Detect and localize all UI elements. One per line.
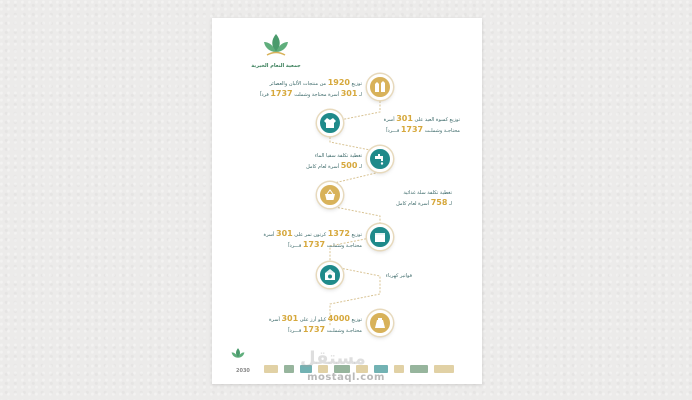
clothing-icon [323, 116, 337, 130]
node-food [317, 182, 343, 208]
footer-leaf-icon [228, 346, 248, 362]
item-food-text: تغطية تكلفة سلة غذائية لـ 758 أسرة لعام كامل [396, 190, 452, 207]
node-dairy [367, 74, 393, 100]
electricity-bill-icon [323, 268, 337, 282]
item-electricity-text: فواتير كهرباء [385, 273, 412, 279]
rice-bag-icon [373, 316, 387, 330]
water-tap-icon [373, 152, 387, 166]
item-dates-text: توزيع 1372 كرتون تمر على 301 أسرة محتاجـة وشملـت 1737 فـــرداً [263, 229, 362, 249]
infographic-poster [212, 18, 482, 384]
node-electricity [317, 262, 343, 288]
vision-year: 2030 [236, 368, 250, 374]
watermark-arabic: مستقل [300, 348, 366, 369]
node-rice [367, 310, 393, 336]
item-rice-text: توزيع 4000 كيلو أرز على 301 أسرة محتاجـة وشملـت 1737 فـــرداً [268, 314, 362, 334]
milk-cartons-icon [373, 80, 387, 94]
dates-box-icon [373, 230, 387, 244]
node-clothing [317, 110, 343, 136]
food-basket-icon [323, 188, 337, 202]
node-water [367, 146, 393, 172]
item-water-text: تغطية تكلفة سقيا الماء لـ 500 أسرة لعام كامل [306, 153, 362, 170]
node-dates [367, 224, 393, 250]
item-dairy-text: توزيع 1920 من منتجات الألبان والعصائر لـ 301 أسرة محتاجة وشملت 1737 فرداً [260, 78, 362, 98]
item-clothing-text: توزيع كسوة العيد على 301 أسرة محتاجـة وشملـت 1737 فـــرداً [383, 114, 460, 134]
watermark-site: mostaql.com [307, 372, 385, 383]
organization-name: جمعية النعام الخيرية [251, 63, 301, 69]
